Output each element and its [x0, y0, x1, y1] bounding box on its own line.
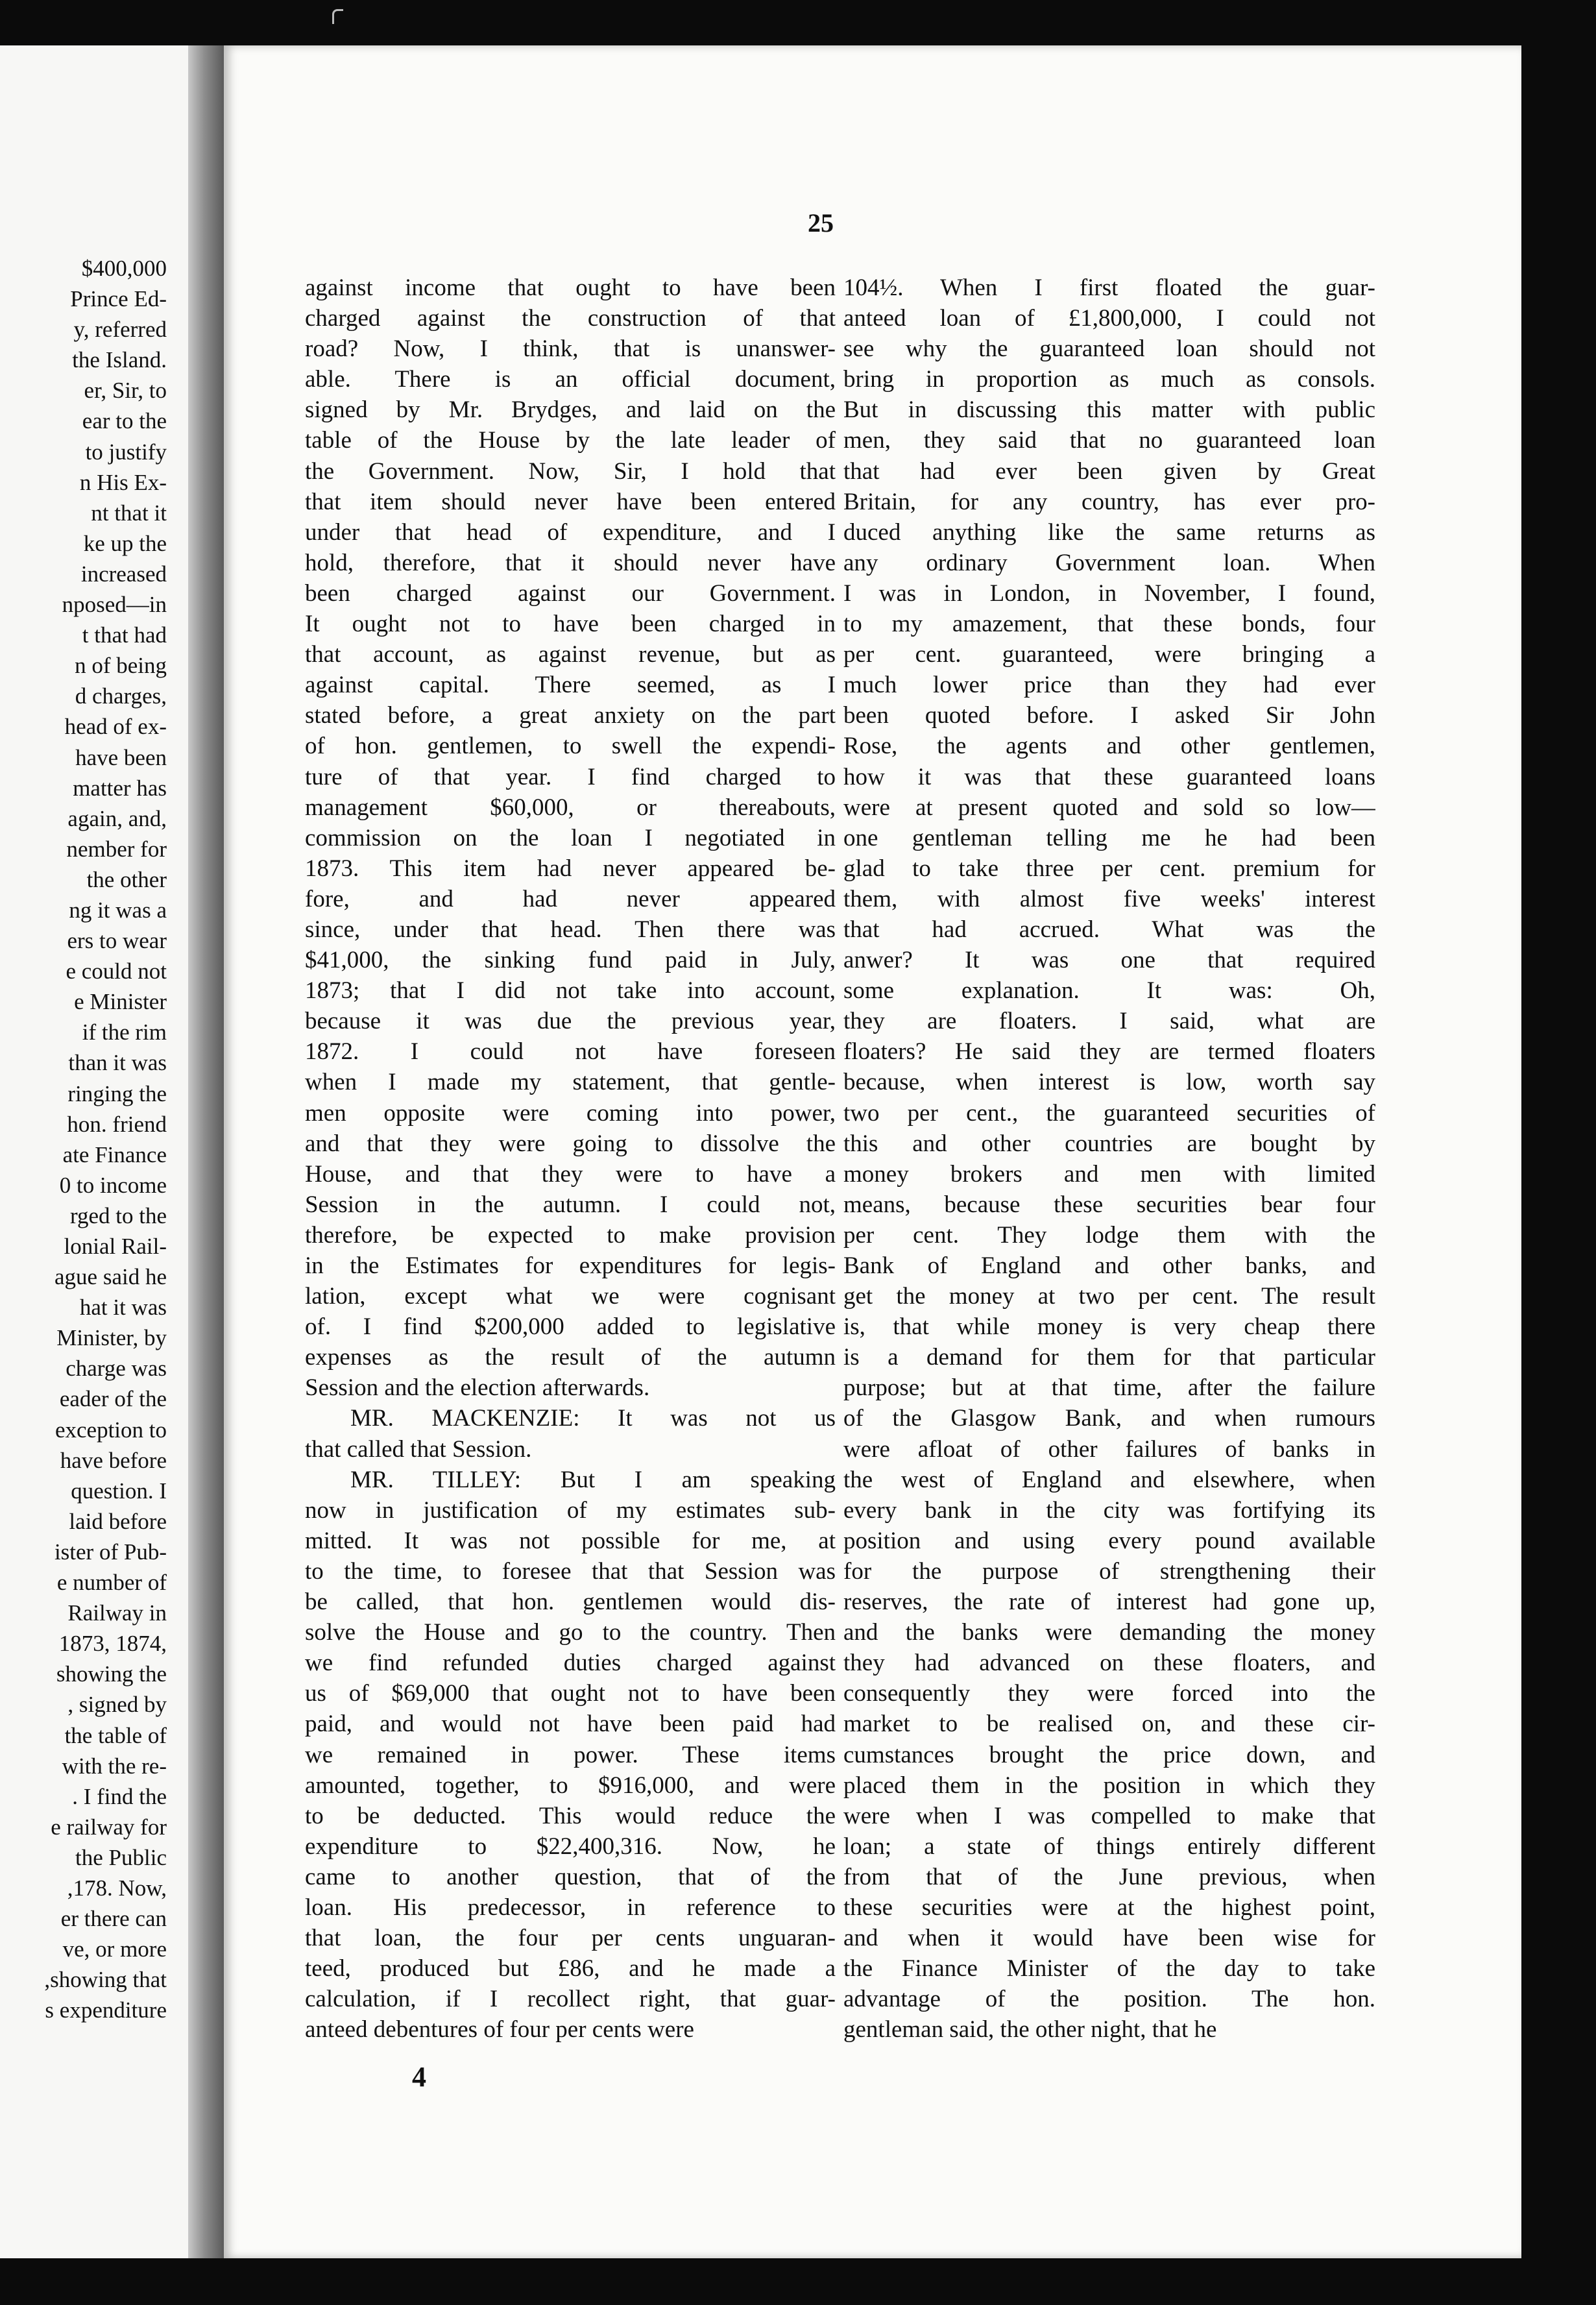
text-line: 1873. This item had never appeared be-: [305, 855, 836, 882]
left-page-line: lonial Rail-: [64, 1234, 167, 1259]
text-line: that had ever been given by Great: [843, 457, 1375, 485]
left-page-line: ate Finance: [62, 1141, 167, 1167]
left-page-line: ringing the: [67, 1080, 167, 1106]
left-page-line: head of ex-: [64, 714, 167, 740]
left-page-line: matter has: [73, 775, 167, 801]
text-line: per cent. They lodge them with the: [843, 1221, 1375, 1249]
text-line: signed by Mr. Brydges, and laid on the: [305, 396, 836, 424]
text-line: that loan, the four per cents unguaran-: [305, 1925, 836, 1952]
text-line: amounted, together, to $916,000, and were: [305, 1772, 836, 1799]
left-page-line: e number of: [56, 1570, 167, 1596]
left-page-line: Railway in: [67, 1600, 167, 1626]
left-page-line: n of being: [75, 653, 167, 679]
text-line: placed them in the position in which they: [843, 1772, 1375, 1799]
text-line: were afloat of other failures of banks in: [843, 1435, 1375, 1463]
text-line: the Government. Now, Sir, I hold that: [305, 457, 836, 485]
left-page-line: have been: [75, 744, 167, 770]
text-line: now in justification of my estimates sub-: [305, 1496, 836, 1524]
left-page-line: ng it was a: [69, 897, 167, 923]
left-page-line: the Public: [75, 1844, 167, 1870]
left-page-line: Minister, by: [56, 1325, 167, 1351]
text-line: because it was due the previous year,: [305, 1008, 836, 1035]
text-line: them, with almost five weeks' interest: [843, 885, 1375, 912]
text-line: for the purpose of strengthening their: [843, 1557, 1375, 1585]
text-line: But in discussing this matter with public: [843, 396, 1375, 424]
text-line: Bank of England and other banks, and: [843, 1252, 1375, 1279]
text-line: lation, except what we were cognisant: [305, 1283, 836, 1310]
text-line: anteed debentures of four per cents were: [305, 2016, 694, 2043]
text-line: able. There is an official document,: [305, 366, 836, 393]
text-line: and when it would have been wise for: [843, 1925, 1375, 1952]
text-line: glad to take three per cent. premium for: [843, 855, 1375, 882]
text-line: how it was that these guaranteed loans: [843, 763, 1375, 790]
text-line: cumstances brought the price down, and: [843, 1741, 1375, 1768]
text-line: loan; a state of things entirely different: [843, 1833, 1375, 1860]
text-line: get the money at two per cent. The result: [843, 1283, 1375, 1310]
text-line: some explanation. It was: Oh,: [843, 977, 1375, 1005]
text-line: Session in the autumn. I could not,: [305, 1191, 836, 1218]
text-line: Session and the election afterwards.: [305, 1374, 650, 1402]
text-line: been quoted before. I asked Sir John: [843, 702, 1375, 729]
text-line: see why the guaranteed loan should not: [843, 335, 1375, 363]
text-line: that called that Session.: [305, 1435, 532, 1463]
text-line: fore, and had never appeared: [305, 885, 836, 912]
left-page-line: charge was: [66, 1356, 167, 1382]
text-line: paid, and would not have been paid had: [305, 1711, 836, 1738]
text-column-right: [843, 273, 1375, 2045]
text-line: we remained in power. These items: [305, 1741, 836, 1768]
text-line: any ordinary Government loan. When: [843, 549, 1375, 576]
text-line: men, they said that no guaranteed loan: [843, 427, 1375, 454]
text-line: from that of the June previous, when: [843, 1863, 1375, 1890]
text-line: against capital. There seemed, as I: [305, 672, 836, 699]
text-line: 1872. I could not have foreseen: [305, 1038, 836, 1066]
left-page-line: . I find the: [72, 1783, 167, 1809]
left-page-line: e Minister: [74, 989, 167, 1015]
text-line: per cent. guaranteed, were bringing a: [843, 641, 1375, 668]
left-page-line: the Island.: [72, 347, 167, 373]
book-gutter-shadow: [188, 45, 224, 2258]
text-line: market to be realised on, and these cir-: [843, 1711, 1375, 1738]
text-line: to the time, to foresee that that Session was: [305, 1557, 836, 1585]
text-line: position and using every pound available: [843, 1527, 1375, 1554]
left-page-line: eader of the: [59, 1386, 167, 1412]
text-line: loan. His predecessor, in reference to: [305, 1894, 836, 1921]
text-line: when I made my statement, that gentle-: [305, 1069, 836, 1096]
text-line: Rose, the agents and other gentlemen,: [843, 733, 1375, 760]
left-page-line: nember for: [66, 836, 167, 862]
text-line: in the Estimates for expenditures for legis-: [305, 1252, 836, 1279]
text-line: of hon. gentlemen, to swell the expendi-: [305, 733, 836, 760]
text-line: House, and that they were to have a: [305, 1160, 836, 1188]
text-line: I was in London, in November, I found,: [843, 579, 1375, 607]
left-page-line: ,showing that: [44, 1967, 167, 1993]
text-line: management $60,000, or thereabouts,: [305, 794, 836, 821]
text-line: were when I was compelled to make that: [843, 1802, 1375, 1829]
text-line: Britain, for any country, has ever pro-: [843, 488, 1375, 515]
page-number: 25: [808, 208, 834, 238]
text-line: advantage of the position. The hon.: [843, 1986, 1375, 2013]
text-line: purpose; but at that time, after the failure: [843, 1374, 1375, 1402]
text-line: much lower price than they had ever: [843, 672, 1375, 699]
signature-mark: 4: [412, 2061, 426, 2093]
text-line: of the Glasgow Bank, and when rumours: [843, 1405, 1375, 1432]
text-line: floaters? He said they are termed floaters: [843, 1038, 1375, 1066]
text-column-left: [305, 273, 836, 2045]
left-page-line: showing the: [56, 1661, 167, 1687]
text-line: us of $69,000 that ought not to have been: [305, 1680, 836, 1707]
text-line: commission on the loan I negotiated in: [305, 824, 836, 851]
left-page-line: er there can: [60, 1906, 167, 1932]
left-page-line: the other: [86, 866, 167, 892]
left-page-line: ,178. Now,: [67, 1875, 167, 1901]
text-line: against income that ought to have been: [305, 274, 836, 301]
text-line: one gentleman telling me he had been: [843, 824, 1375, 851]
left-page-line: question. I: [71, 1478, 167, 1504]
text-line: came to another question, that of the: [305, 1863, 836, 1890]
left-page-line: if the rim: [82, 1019, 167, 1045]
text-line: we find refunded duties charged against: [305, 1650, 836, 1677]
left-page-line: $400,000: [81, 256, 167, 281]
left-page-line: s expenditure: [45, 1997, 167, 2023]
text-line: road? Now, I think, that is unanswer-: [305, 335, 836, 363]
text-line: ture of that year. I find charged to: [305, 763, 836, 790]
left-page-line: ague said he: [54, 1264, 167, 1290]
left-page-line: ke up the: [83, 530, 167, 556]
text-line: is, that while money is very cheap there: [843, 1313, 1375, 1341]
text-line: the west of England and elsewhere, when: [843, 1466, 1375, 1493]
text-line: that account, as against revenue, but as: [305, 641, 836, 668]
text-line: bring in proportion as much as consols.: [843, 366, 1375, 393]
text-line: is a demand for them for that particular: [843, 1344, 1375, 1371]
left-page-line: ister of Pub-: [54, 1539, 167, 1565]
text-line: been charged against our Government.: [305, 579, 836, 607]
text-line: this and other countries are bought by: [843, 1130, 1375, 1157]
left-page-line: nt that it: [91, 500, 167, 526]
text-line: because, when interest is low, worth say: [843, 1069, 1375, 1096]
text-line: teed, produced but £86, and he made a: [305, 1955, 836, 1982]
text-line: $41,000, the sinking fund paid in July,: [305, 947, 836, 974]
left-page-line: , signed by: [67, 1692, 167, 1718]
left-page-line: with the re-: [62, 1753, 167, 1779]
text-line: mitted. It was not possible for me, at: [305, 1527, 836, 1554]
text-line: men opposite were coming into power,: [305, 1099, 836, 1127]
text-line: stated before, a great anxiety on the part: [305, 702, 836, 729]
left-page-text: [0, 253, 167, 2025]
text-line: the Finance Minister of the day to take: [843, 1955, 1375, 1982]
text-line: anteed loan of £1,800,000, I could not: [843, 305, 1375, 332]
text-line: be called, that hon. gentlemen would dis-: [305, 1589, 836, 1616]
left-page-line: Prince Ed-: [70, 286, 167, 312]
left-page-line: ve, or more: [62, 1936, 167, 1962]
left-page-line: the table of: [64, 1722, 167, 1748]
text-line: under that head of expenditure, and I: [305, 518, 836, 546]
left-page-line: ers to wear: [67, 928, 167, 954]
left-page-line: rged to the: [69, 1202, 167, 1228]
text-line: since, under that head. Then there was: [305, 916, 836, 943]
left-page-line: d charges,: [75, 683, 167, 709]
text-line: of. I find $200,000 added to legislative: [305, 1313, 836, 1341]
text-line: money brokers and men with limited: [843, 1160, 1375, 1188]
left-page-line: hon. friend: [67, 1111, 167, 1137]
text-line: reserves, the rate of interest had gone up,: [843, 1589, 1375, 1616]
left-page-line: t that had: [82, 622, 167, 648]
text-line: gentleman said, the other night, that he: [843, 2016, 1217, 2043]
left-page-line: again, and,: [67, 805, 167, 831]
text-line: and the banks were demanding the money: [843, 1619, 1375, 1646]
text-line: and that they were going to dissolve the: [305, 1130, 836, 1157]
left-page-line: hat it was: [79, 1295, 167, 1321]
text-line: calculation, if I recollect right, that guar-: [305, 1986, 836, 2013]
left-page-line: exception to: [54, 1417, 167, 1443]
left-page-line: e could not: [66, 958, 167, 984]
text-line: two per cent., the guaranteed securities of: [843, 1099, 1375, 1127]
text-line: these securities were at the highest point,: [843, 1894, 1375, 1921]
scan-artifact-mark: [332, 9, 343, 24]
text-line: expenses as the result of the autumn: [305, 1344, 836, 1371]
left-page-line: have before: [60, 1447, 167, 1473]
left-page-line: er, Sir, to: [84, 378, 167, 404]
text-line: charged against the construction of that: [305, 305, 836, 332]
left-page-line: than it was: [68, 1050, 167, 1076]
text-line: MR. TILLEY: But I am speaking: [350, 1466, 836, 1493]
text-line: 104½. When I first floated the guar-: [843, 274, 1375, 301]
left-page-line: ear to the: [82, 408, 167, 434]
text-line: that had accrued. What was the: [843, 916, 1375, 943]
text-line: means, because these securities bear four: [843, 1191, 1375, 1218]
left-page-line: 1873, 1874,: [58, 1631, 167, 1657]
left-page-line: nposed—in: [62, 592, 167, 618]
text-line: solve the House and go to the country. Then: [305, 1619, 836, 1646]
text-line: duced anything like the same returns as: [843, 518, 1375, 546]
text-line: every bank in the city was fortifying its: [843, 1496, 1375, 1524]
text-line: 1873; that I did not take into account,: [305, 977, 836, 1005]
text-line: MR. MACKENZIE: It was not us: [350, 1405, 836, 1432]
left-page-fragment: [0, 45, 217, 2258]
left-page-line: to justify: [85, 439, 167, 465]
text-line: to my amazement, that these bonds, four: [843, 611, 1375, 638]
left-page-line: laid before: [69, 1508, 167, 1534]
text-line: consequently they were forced into the: [843, 1680, 1375, 1707]
text-line: hold, therefore, that it should never have: [305, 549, 836, 576]
text-line: they are floaters. I said, what are: [843, 1008, 1375, 1035]
left-page-line: e railway for: [51, 1814, 167, 1840]
left-page-line: 0 to income: [59, 1172, 167, 1198]
left-page-line: n His Ex-: [79, 469, 167, 495]
text-line: were at present quoted and sold so low—: [843, 794, 1375, 821]
text-line: that item should never have been entered: [305, 488, 836, 515]
left-page-line: increased: [80, 561, 167, 587]
text-line: they had advanced on these floaters, and: [843, 1650, 1375, 1677]
text-line: therefore, be expected to make provision: [305, 1221, 836, 1249]
text-line: expenditure to $22,400,316. Now, he: [305, 1833, 836, 1860]
text-line: anwer? It was one that required: [843, 947, 1375, 974]
left-page-line: y, referred: [73, 317, 167, 343]
text-line: table of the House by the late leader of: [305, 427, 836, 454]
text-line: to be deducted. This would reduce the: [305, 1802, 836, 1829]
text-line: It ought not to have been charged in: [305, 611, 836, 638]
